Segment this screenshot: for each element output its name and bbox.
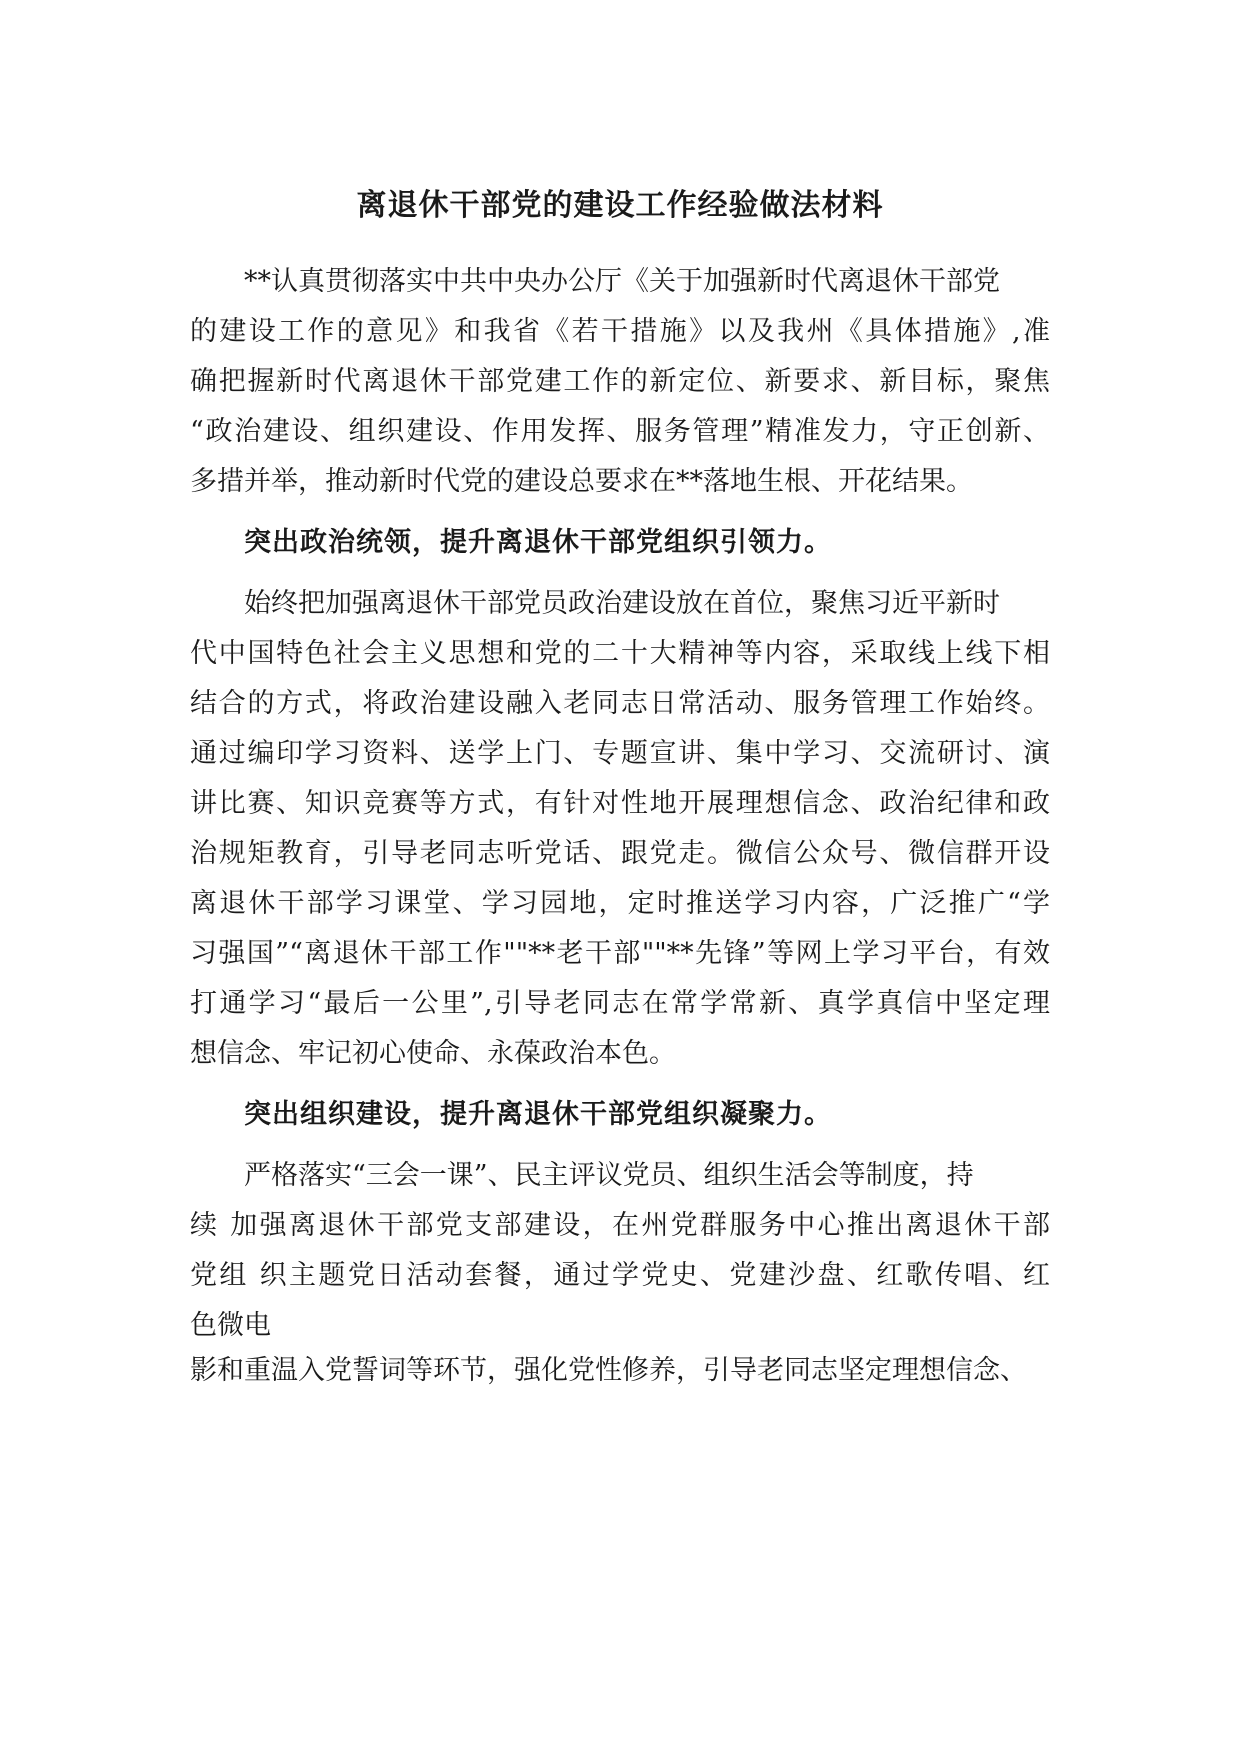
paragraph-line: 的建设工作的意见》和我省《若干措施》以及我州《具体措施》,准 [190,316,1050,347]
paragraph-line: 影和重温入党誓词等环节，强化党性修养，引导老同志坚定理想信念、 [190,1355,1027,1386]
paragraph-line: 讲比赛、知识竞赛等方式，有针对性地开展理想信念、政治纪律和政 [190,788,1050,819]
paragraph-line: 治规矩教育，引导老同志听党话、跟党走。微信公众号、微信群开设 [190,838,1050,869]
paragraph-line: 确把握新时代离退休干部党建工作的新定位、新要求、新目标，聚焦 [190,366,1050,397]
paragraph-line: 习强国”“离退休干部工作""**老干部""**先锋”等网上学习平台，有效 [190,938,1050,969]
document-title: 离退休干部党的建设工作经验做法材料 [356,188,884,223]
paragraph-line: 党组 织主题党日活动套餐，通过学党史、党建沙盘、红歌传唱、红 [190,1260,1050,1291]
paragraph-line: 色微电 [190,1310,271,1341]
paragraph-line: 通过编印学习资料、送学上门、专题宣讲、集中学习、交流研讨、演 [190,738,1050,769]
paragraph-line: 代中国特色社会主义思想和党的二十大精神等内容，采取线上线下相 [190,638,1050,669]
paragraph-line: 始终把加强离退休干部党员政治建设放在首位，聚焦习近平新时 [244,588,1000,619]
paragraph-line: 结合的方式，将政治建设融入老同志日常活动、服务管理工作始终。 [190,688,1050,719]
section-heading: 突出政治统领，提升离退休干部党组织引领力。 [244,527,832,558]
paragraph-line: “政治建设、组织建设、作用发挥、服务管理”精准发力，守正创新、 [190,416,1050,447]
paragraph-line: **认真贯彻落实中共中央办公厅《关于加强新时代离退休干部党 [244,266,1000,297]
section-heading: 突出组织建设，提升离退休干部党组织凝聚力。 [244,1099,832,1130]
paragraph-line: 打通学习“最后一公里”,引导老同志在常学常新、真学真信中坚定理 [190,988,1050,1019]
paragraph-line: 续 加强离退休干部党支部建设，在州党群服务中心推出离退休干部 [190,1210,1050,1241]
paragraph-line: 多措并举，推动新时代党的建设总要求在**落地生根、开花结果。 [190,466,973,497]
paragraph-line: 想信念、牢记初心使命、永葆政治本色。 [190,1038,676,1069]
paragraph-line: 离退休干部学习课堂、学习园地，定时推送学习内容，广泛推广“学 [190,888,1050,919]
paragraph-line: 严格落实“三会一课”、民主评议党员、组织生活会等制度，持 [244,1160,974,1191]
